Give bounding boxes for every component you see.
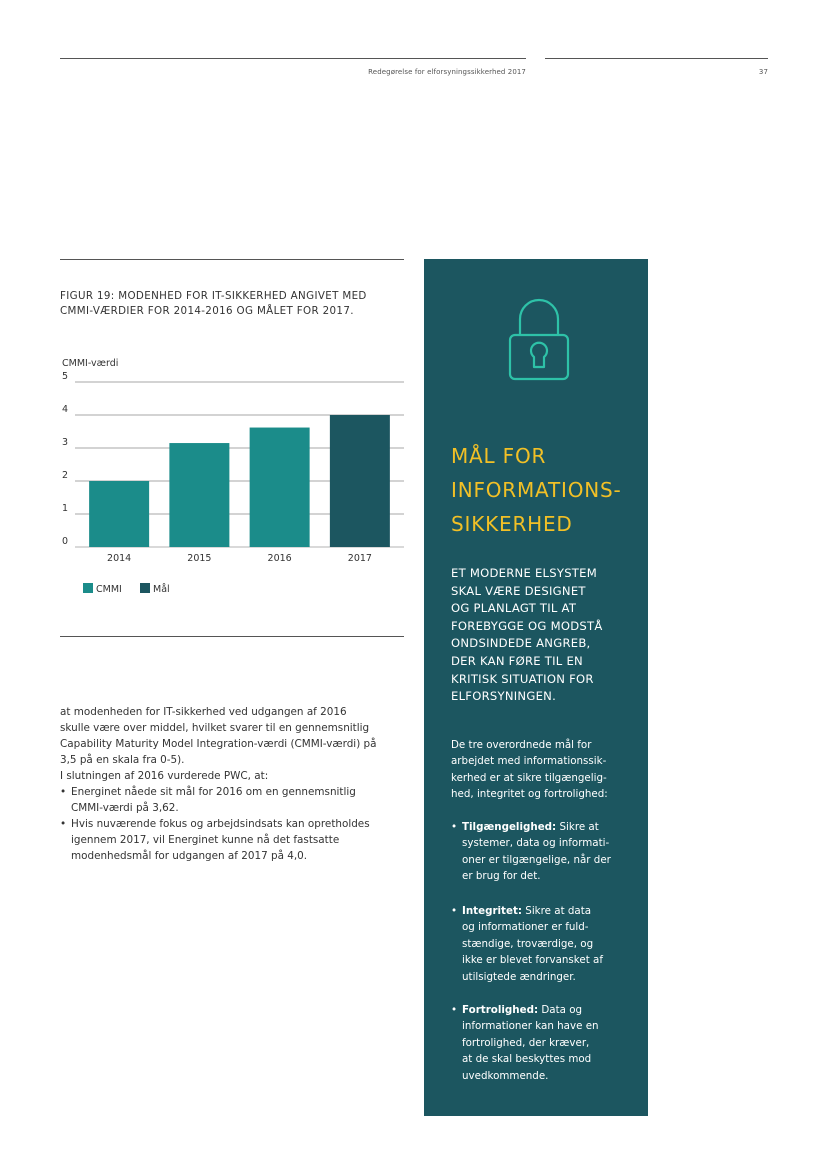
body-bullet-line: • Hvis nuværende fokus og arbejdsindsats kan opretholdes: [71, 818, 370, 830]
legend-label: Mål: [153, 584, 170, 595]
page-number: 37: [758, 68, 768, 76]
sidebar-bullet-line: systemer, data og informati-: [462, 837, 610, 850]
legend-swatch-CMMI: [83, 583, 93, 593]
sidebar-lead-line: FOREBYGGE OG MODSTÅ: [451, 618, 603, 633]
y-tick-label: 2: [62, 470, 69, 481]
sidebar-bullet-line: og informationer er fuld-: [462, 921, 589, 934]
sidebar-intro-line: kerhed er at sikre tilgængelig-: [451, 771, 607, 784]
figure-caption-line-1: FIGUR 19: MODENHED FOR IT-SIKKERHED ANGIVET MED: [60, 290, 367, 302]
y-tick-label: 5: [62, 371, 69, 382]
body-bullet-line: CMMI-værdi på 3,62.: [71, 802, 179, 814]
sidebar-bullet-line: ikke er blevet forvansket af: [462, 954, 603, 967]
sidebar-bullet-line: informationer kan have en: [462, 1020, 599, 1033]
y-tick-label: 3: [62, 437, 69, 448]
sidebar-lead-line: OG PLANLAGT TIL AT: [451, 601, 577, 616]
sidebar-bullet-line: utilsigtede ændringer.: [462, 970, 576, 983]
sidebar-lead-line: DER KAN FØRE TIL EN: [451, 653, 583, 668]
sidebar-bullet-line: at de skal beskyttes mod: [462, 1053, 592, 1066]
sidebar-heading-line: MÅL FOR: [451, 444, 547, 468]
sidebar-bullet-line-text: Sikre at data: [525, 905, 592, 917]
figure-caption: [60, 289, 405, 319]
sidebar-bullet-text: [462, 819, 642, 885]
x-tick-label: 2015: [187, 553, 212, 564]
bar-2015: [169, 443, 229, 547]
body-line: at modenheden for IT-sikkerhed ved udgangen af 2016: [60, 706, 347, 718]
sidebar-lead-line: ET MODERNE ELSYSTEM: [451, 566, 597, 580]
sidebar-lead-line: SKAL VÆRE DESIGNET: [451, 583, 586, 598]
body-bullet-line: igennem 2017, vil Energinet kunne nå det fastsatte: [71, 834, 340, 846]
sidebar-heading-line: SIKKERHED: [451, 512, 573, 536]
sidebar-bullet-line: uvedkommende.: [462, 1069, 549, 1082]
sidebar-bullet-line-text: Sikre at: [559, 821, 599, 833]
sidebar-lead: [451, 565, 641, 706]
body-bullet-1: [60, 784, 412, 816]
legend-swatch-Mål: [140, 583, 150, 593]
sidebar-bullet-line-text: Data og: [541, 1004, 583, 1016]
sidebar-bullet-term: Integritet:: [462, 905, 522, 917]
body-bullet-line: • Energinet nåede sit mål for 2016 om en gennemsnitlig: [71, 786, 356, 798]
y-axis-label: CMMI-værdi: [62, 358, 119, 369]
sidebar-lead-line: ONDSINDEDE ANGREB,: [451, 636, 591, 651]
header-rule-right: [545, 58, 768, 59]
bullet-dot: •: [451, 1004, 458, 1016]
sidebar-heading-line: INFORMATIONS-: [451, 478, 622, 502]
bullet-dot: •: [451, 821, 458, 833]
sidebar-bullet-line: fortrolighed, der kræver,: [462, 1036, 590, 1049]
x-tick-label: 2014: [107, 553, 132, 564]
sidebar-bullet-line: oner er tilgængelige, når der: [462, 853, 611, 866]
sidebar-bullet-term: Fortrolighed:: [462, 1004, 539, 1016]
figure-caption-line-2: CMMI-VÆRDIER FOR 2014-2016 OG MÅLET FOR 2017.: [60, 305, 354, 317]
sidebar-bullet-text: [462, 903, 642, 985]
legend-label: CMMI: [96, 584, 122, 595]
x-tick-label: 2016: [267, 553, 292, 564]
cmmi-bar-chart: [60, 355, 405, 605]
sidebar-lead-line: KRITISK SITUATION FOR: [451, 671, 594, 686]
padlock-icon: [508, 293, 570, 381]
bullet-dot: •: [451, 905, 458, 917]
y-tick-label: 4: [62, 404, 69, 415]
sidebar-bullet-line: stændige, troværdige, og: [462, 937, 594, 950]
body-line: I slutningen af 2016 vurderede PWC, at:: [60, 770, 269, 782]
bar-2017: [330, 415, 390, 547]
sidebar-bullet-line: er brug for det.: [462, 870, 541, 883]
figure-bottom-rule: [60, 636, 404, 637]
body-line: skulle være over middel, hvilket svarer til en gennemsnitlig: [60, 722, 370, 734]
sidebar-intro-line: arbejdet med informationssik-: [451, 755, 607, 768]
sidebar-bullet-term: Tilgængelighed:: [462, 821, 557, 833]
sidebar-intro: [451, 737, 631, 803]
sidebar-bullet-line: [462, 1002, 642, 1018]
bar-2014: [89, 481, 149, 547]
body-bullet-list: [60, 784, 412, 864]
sidebar-bullet-line: [462, 903, 642, 919]
body-line: 3,5 på en skala fra 0-5).: [60, 754, 185, 766]
sidebar-intro-line: De tre overordnede mål for: [451, 739, 592, 751]
bar-2016: [250, 428, 310, 547]
sidebar-bullet-line: [462, 819, 642, 835]
header-rule-left: [60, 58, 526, 59]
info-sidebar: [424, 259, 648, 1116]
sidebar-bullet-text: [462, 1002, 642, 1084]
x-tick-label: 2017: [347, 553, 372, 564]
body-text: [60, 704, 412, 864]
sidebar-heading: [451, 439, 641, 541]
body-line: Capability Maturity Model Integration-værdi (CMMI-værdi) på: [60, 738, 377, 750]
sidebar-intro-line: hed, integritet og fortrolighed:: [451, 788, 608, 801]
figure-top-rule: [60, 259, 404, 260]
body-bullet-line: modenhedsmål for udgangen af 2017 på 4,0.: [71, 850, 308, 862]
header-title: Redegørelse for elforsyningssikkerhed 2017: [368, 68, 526, 76]
body-bullet-2: [60, 816, 412, 864]
y-tick-label: 0: [62, 536, 69, 547]
y-tick-label: 1: [62, 503, 69, 514]
sidebar-lead-line: ELFORSYNINGEN.: [451, 689, 557, 704]
